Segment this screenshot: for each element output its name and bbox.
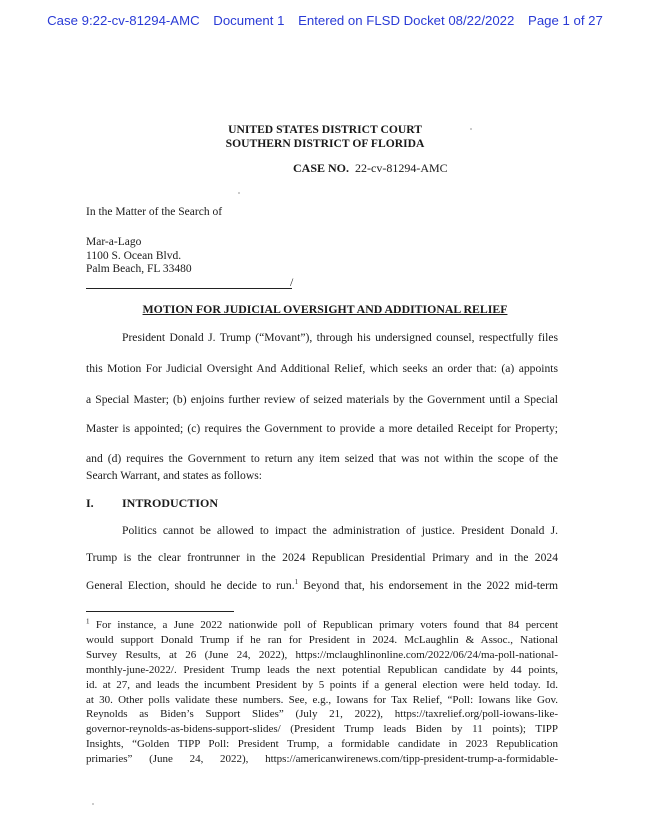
scan-speck [238, 192, 240, 194]
scan-speck [92, 803, 94, 805]
body-line: this Motion For Judicial Oversight And Additional Relief, which seeks an order that: (a) appoints [86, 362, 558, 375]
footnote [86, 618, 558, 767]
court-heading [0, 123, 650, 151]
footnote-line: Survey Results, at 26 (June 24, 2022), https://mclaughlinonline.com/2022/06/24/ma-poll-national- [86, 648, 558, 661]
body-line: Politics cannot be allowed to impact the administration of justice. President Donald J. [122, 524, 558, 537]
case-number [293, 161, 448, 176]
body-line: Search Warrant, and states as follows: [86, 469, 262, 482]
footnote-line: id. at 27, and leads the incumbent President by 5 points if a general election were held today. Id. [86, 678, 558, 691]
docket-header-stamp [0, 13, 650, 28]
body-text: Beyond that, his endorsement in the 2022 mid-term [303, 579, 558, 592]
caption-rule [86, 288, 292, 289]
document-number-stamp: Document 1 [213, 13, 285, 28]
case-number-value: 22-cv-81294-AMC [355, 161, 448, 175]
court-name: UNITED STATES DISTRICT COURT [228, 123, 422, 136]
section-number: I. [86, 496, 94, 510]
scan-speck [470, 128, 472, 130]
caption-address [86, 236, 192, 277]
body-line: Trump is the clear frontrunner in the 2024 Republican Presidential Primary and in the 2024 [86, 551, 558, 564]
case-number-label: CASE NO. [293, 161, 350, 175]
court-district: SOUTHERN DISTRICT OF FLORIDA [225, 137, 425, 150]
footnote-line: Reynolds as Biden’s Support Slides” (July 21, 2022), https://taxrelief.org/poll-iowans-like- [86, 708, 558, 721]
footnote-rule [86, 611, 234, 612]
footnote-line: $^1$ For instance, a June 2022 nationwide poll of Republican primary voters found that 84 percent [86, 617, 558, 631]
footnote-line: would support Donald Trump if he ran for President in 2024. McLaughlin & Assoc., National [86, 633, 558, 646]
caption-in-matter: In the Matter of the Search of [86, 206, 223, 218]
body-line: Master is appointed; (c) requires the Government to provide a more detailed Receipt for Property; [86, 422, 558, 435]
footnote-line: monthly-june-2022/. President Trump leads the next potential Republican candidate by 44 points, [86, 663, 558, 676]
body-line: and (d) requires the Government to return any item seized that was not within the scope of the [86, 452, 558, 465]
footnote-reference: 1 [294, 578, 299, 587]
page-count-stamp: Page 1 of 27 [528, 13, 603, 28]
case-number-stamp: Case 9:22-cv-81294-AMC [47, 13, 200, 28]
footnote-line: governor-reynolds-as-bidens-support-slides/ (President Trump leads Biden by 11 points); TIPP [86, 723, 558, 736]
caption-slash: / [290, 275, 294, 289]
footnote-line: Insights, “Golden TIPP Poll: President Trump, a formidable candidate in 2023 Republication [86, 738, 558, 751]
footnote-marker: 1 [86, 617, 90, 626]
body-text: General Election, should he decide to run. [86, 579, 295, 592]
footnote-line: at 30. Other polls validate these numbers. See, e.g., Iowans for Tax Relief, “Poll: Iowans like Gov. [86, 693, 558, 706]
body-line: President Donald J. Trump (“Movant”), through his undersigned counsel, respectfully files [122, 331, 558, 344]
body-line [86, 579, 558, 592]
motion-title: MOTION FOR JUDICIAL OVERSIGHT AND ADDITIONAL RELIEF [142, 302, 508, 316]
address-line: Mar-a-Lago [86, 236, 142, 248]
footnote-line: primaries” (June 24, 2022), https://americanwirenews.com/tipp-president-trump-a-formidable- [86, 753, 558, 766]
section-title: INTRODUCTION [122, 496, 219, 510]
docket-entry-stamp: Entered on FLSD Docket 08/22/2022 [298, 13, 515, 28]
body-line: a Special Master; (b) enjoins further review of seized materials by the Government until a Special [86, 393, 558, 406]
address-line: Palm Beach, FL 33480 [86, 263, 192, 276]
address-line: 1100 S. Ocean Blvd. [86, 249, 182, 262]
